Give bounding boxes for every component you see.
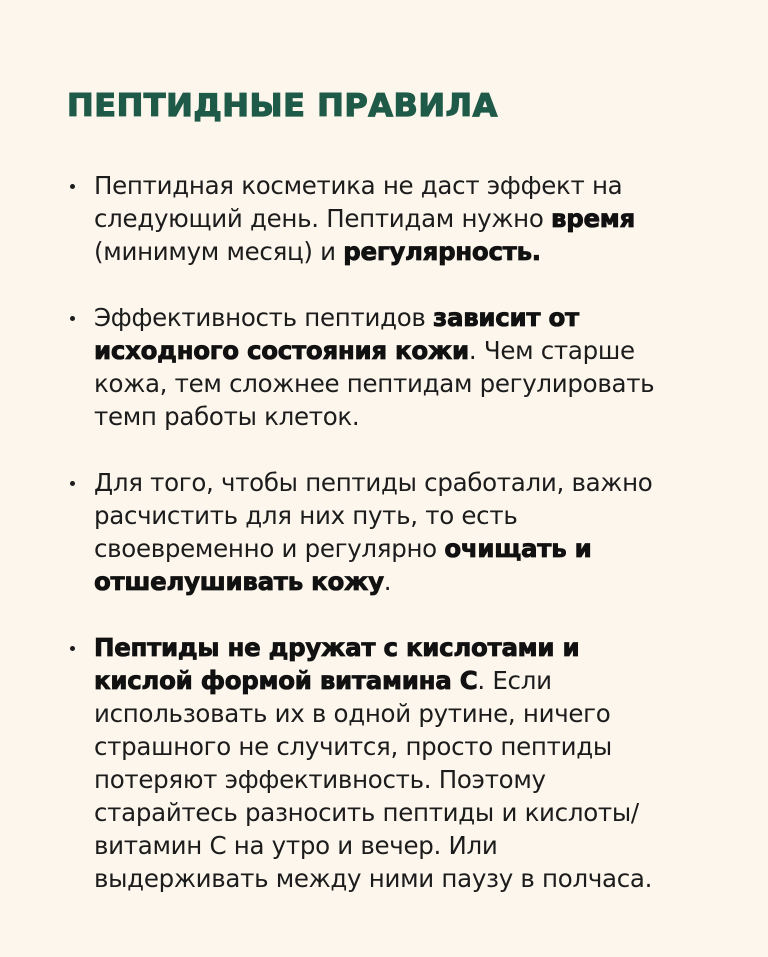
rule-line [94, 763, 728, 796]
body-text: потеряют эффективность. Поэтому [94, 765, 546, 794]
bullet-icon [70, 316, 75, 321]
rule-line [94, 730, 728, 763]
emphasis-text: очищать и [444, 534, 592, 563]
emphasis-text: зависит от [433, 303, 579, 332]
emphasis-text: отшелушивать кожу [94, 567, 384, 596]
rule-item [68, 466, 728, 598]
rule-line [94, 499, 728, 532]
body-text: . Чем старше [468, 336, 635, 365]
body-text: Эффективность пептидов [94, 303, 434, 332]
body-text: . Если [477, 666, 552, 695]
emphasis-text: регулярность. [343, 237, 541, 266]
rule-line [94, 169, 728, 202]
rule-item [68, 301, 728, 433]
body-text: . [383, 567, 392, 596]
rules-list [68, 169, 728, 928]
body-text: Пептидная косметика не даст эффект на [94, 171, 623, 200]
body-text: страшного не случится, просто пептиды [94, 732, 612, 761]
rule-line [94, 400, 728, 433]
rule-line [94, 301, 728, 334]
body-text: старайтесь разносить пептиды и кислоты/ [94, 798, 639, 827]
body-text: выдерживать между ними паузу в полчаса. [94, 864, 653, 893]
body-text: (минимум месяц) и [94, 237, 344, 266]
rule-line [94, 202, 728, 235]
rule-line [94, 235, 728, 268]
emphasis-text: Пептиды не дружат с кислотами и [94, 633, 580, 662]
rule-line [94, 532, 728, 565]
rule-item [68, 169, 728, 268]
rule-line [94, 862, 728, 895]
emphasis-text: кислой формой витамина С [94, 666, 478, 695]
bullet-icon [70, 646, 75, 651]
page-title: ПЕПТИДНЫЕ ПРАВИЛА [67, 88, 498, 124]
body-text: кожа, тем сложнее пептидам регулировать [94, 369, 655, 398]
rule-line [94, 565, 728, 598]
rule-line [94, 697, 728, 730]
rule-line [94, 334, 728, 367]
body-text: Для того, чтобы пептиды сработали, важно [94, 468, 653, 497]
rule-line [94, 829, 728, 862]
body-text: использовать их в одной рутине, ничего [94, 699, 611, 728]
body-text: темп работы клеток. [94, 402, 360, 431]
rule-line [94, 796, 728, 829]
emphasis-text: исходного состояния кожи [94, 336, 469, 365]
body-text: своевременно и регулярно [94, 534, 445, 563]
rule-line [94, 631, 728, 664]
bullet-icon [70, 481, 75, 486]
body-text: следующий день. Пептидам нужно [94, 204, 552, 233]
rule-line [94, 367, 728, 400]
body-text: витамин С на утро и вечер. Или [94, 831, 498, 860]
rule-line [94, 466, 728, 499]
rule-line [94, 664, 728, 697]
rule-item [68, 631, 728, 895]
bullet-icon [70, 184, 75, 189]
body-text: расчистить для них путь, то есть [94, 501, 518, 530]
emphasis-text: время [551, 204, 635, 233]
